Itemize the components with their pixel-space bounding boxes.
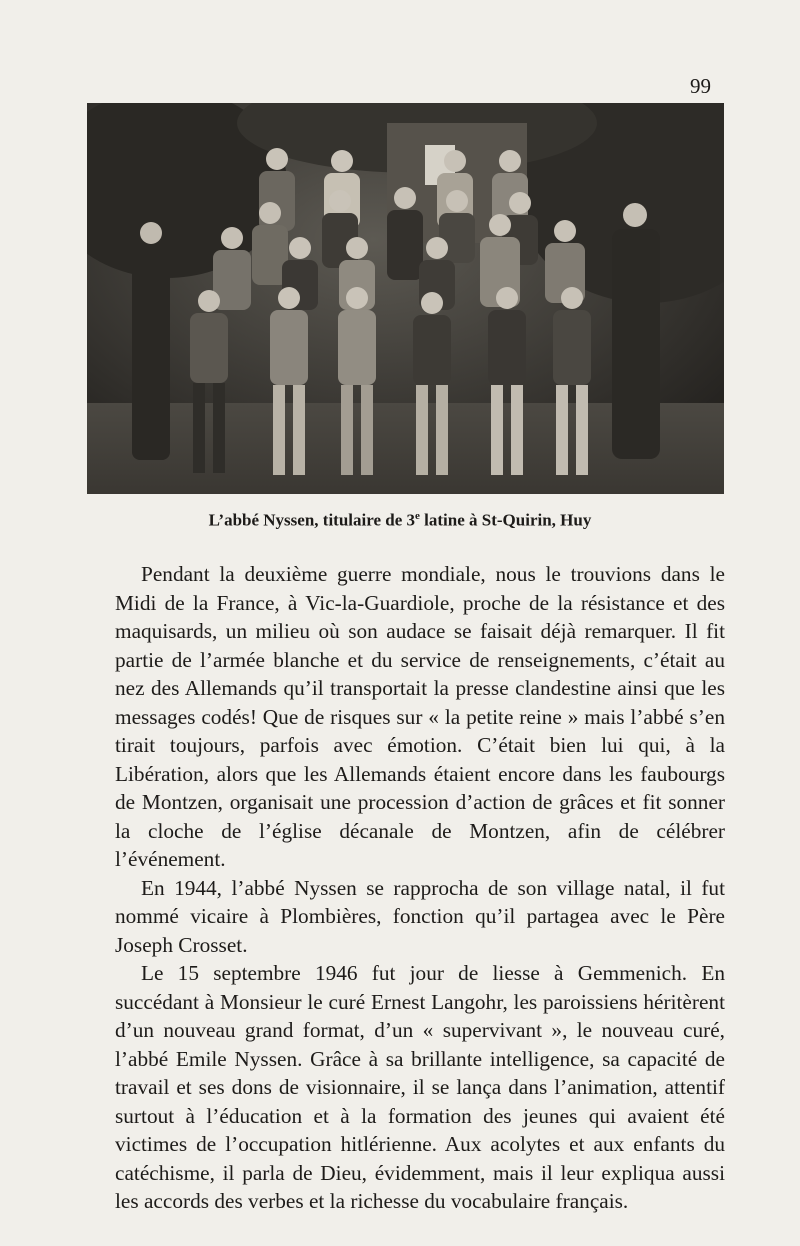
paragraph: Le 15 septembre 1946 fut jour de liesse à Gemmenich. En succédant à Monsieur le curé Ernest Langohr, les paroissiens héritèrent d’un nouveau grand format, d’un « supervivant », le nouveau curé, l’abbé Emile Nyssen. Grâce à sa brillante intelligence, sa capacité de travail et ses dons de visionnaire, il se lança dans l’animation, attentif surtout à l’éducation et à la formation des jeunes qui avaient été victimes de l’occupation hitlérienne. Aux acolytes et aux enfants du catéchisme, il parla de Dieu, évidemment, mais il leur expliqua aussi les accords des verbes et la richesse du vocabulaire français. [115,961,725,1213]
caption-text-start: L’abbé Nyssen, titulaire de 3 [208,510,416,530]
page-number: 99 [690,74,711,98]
caption-superscript: e [415,510,420,522]
body-text [115,560,725,1216]
paragraph: Pendant la deuxième guerre mondiale, nous le trouvions dans le Midi de la France, à Vic-la-Guardiole, proche de la résistance et des maquisards, un milieu où son audace se faisait déjà remarquer. Il fit partie de l’armée blanche et du service de renseignements, c’était au nez des Allemands qu’il transportait la presse clandestine ainsi que les messages codés! Que de risques sur « la petite reine » mais l’abbé s’en tirait toujours, parfois avec émotion. C’était bien lui qui, à la Libération, alors que les Allemands étaient encore dans les faubourgs de Montzen, organisait une procession d’action de grâces et fit sonner la cloche de l’église décanale de Montzen, afin de célébrer l’événement. [115,562,725,871]
caption-text-end: latine à St-Quirin, Huy [419,510,592,530]
photo-caption [0,510,800,531]
paragraph: En 1944, l’abbé Nyssen se rapprocha de son village natal, il fut nommé vicaire à Plombières, fonction qu’il partagea avec le Père Joseph Crosset. [115,875,725,957]
class-photograph [87,103,724,494]
